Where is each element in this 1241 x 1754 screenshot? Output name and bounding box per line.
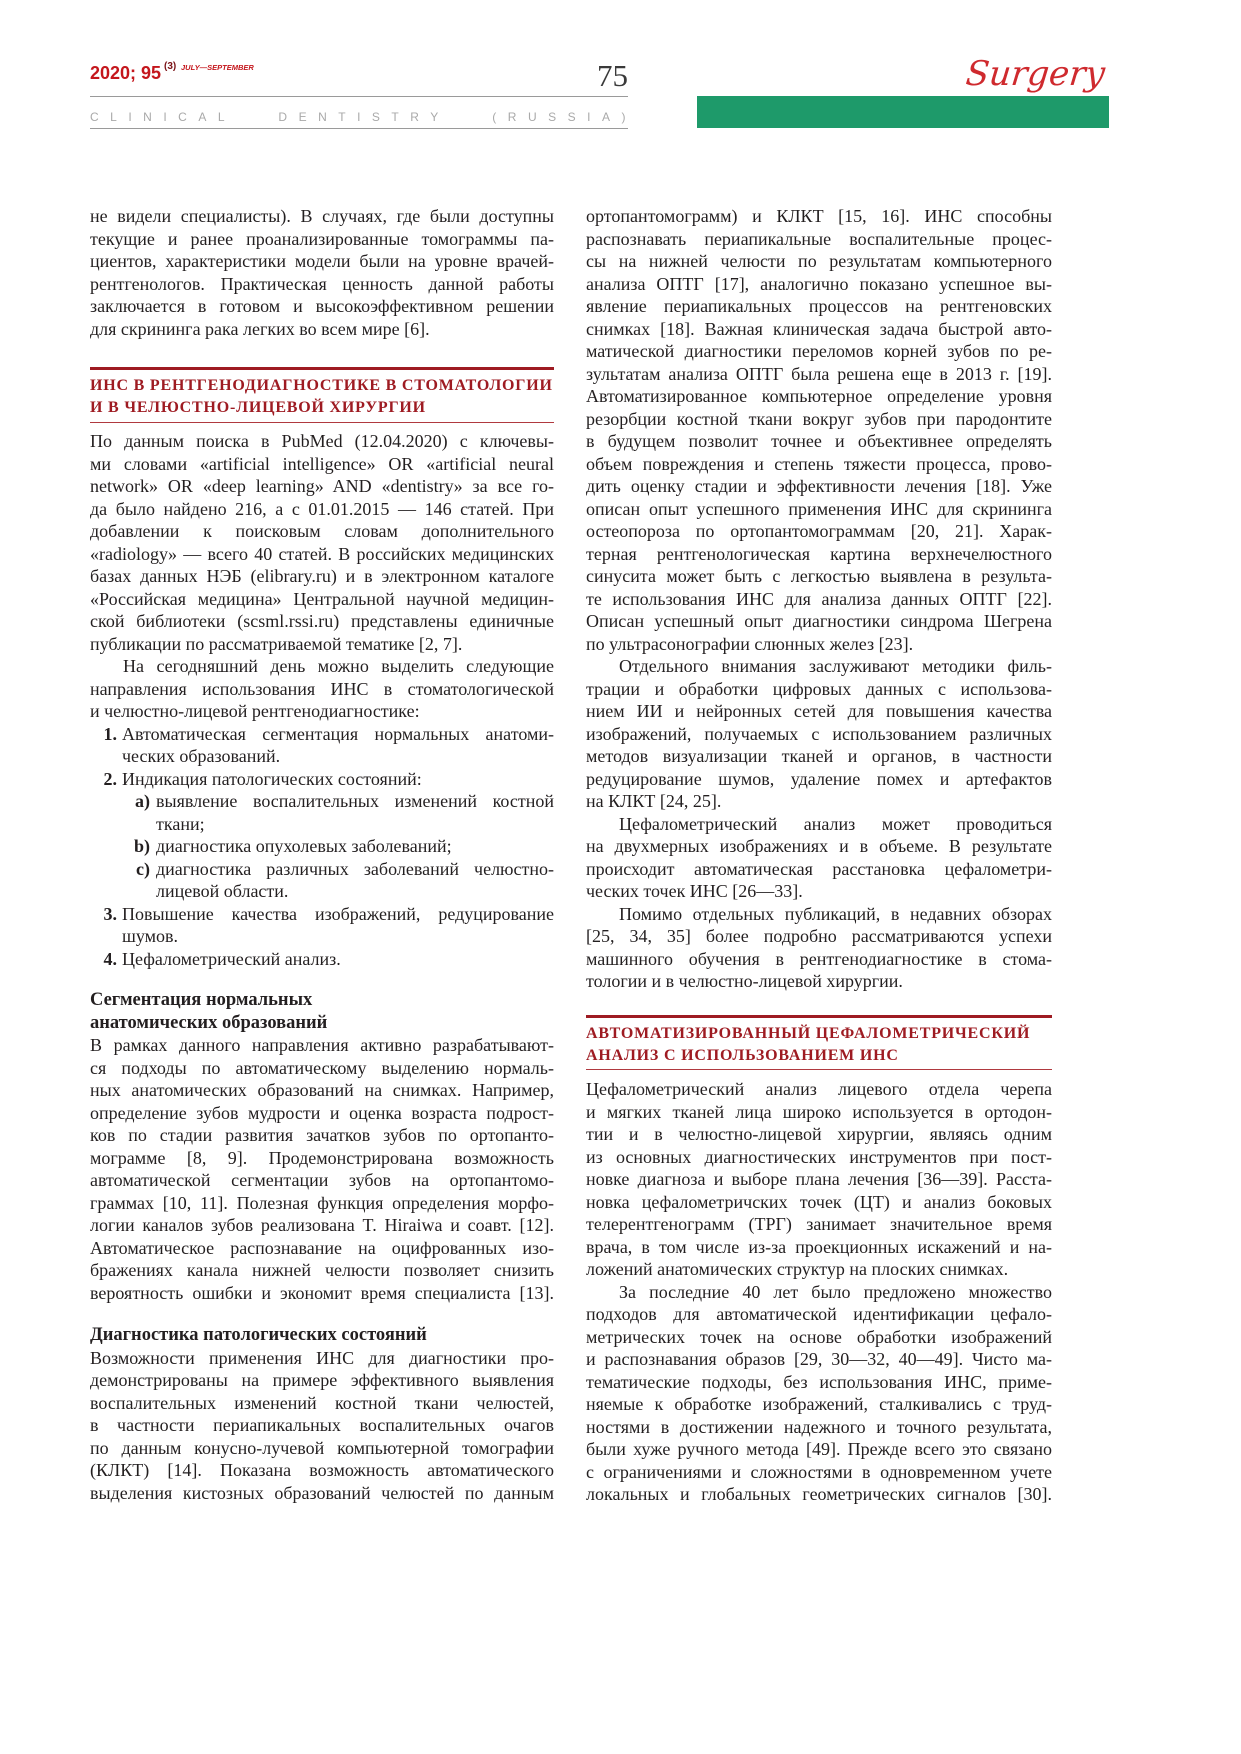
text-line: ных анатомических образований на снимках. Например,	[90, 1080, 554, 1100]
text-line: ков по стадии развития зачатков зубов по ортопанто-	[90, 1125, 554, 1145]
text-line: В рамках данного направления активно разрабатывают-	[90, 1035, 554, 1055]
text-line: базах данных НЭБ (elibrary.ru) и в электронном каталоге	[90, 566, 554, 586]
text-line: Помимо отдельных публикаций, в недавних обзорах	[619, 903, 1052, 924]
text-line: анализа ОПТГ [17], аналогично показано успешное вы-	[586, 273, 1052, 294]
text-line: автоматической сегментации зубов на ортопантомо-	[90, 1170, 554, 1190]
list-subitem	[90, 835, 554, 858]
text-line: Цефалометрический анализ.	[122, 948, 341, 969]
section-heading-rule	[90, 367, 554, 370]
text-line: вероятность ошибки и экономит время специалиста [13].	[90, 1282, 554, 1303]
list-item	[90, 768, 554, 791]
text-line: резорбции костной ткани вокруг зубов при пародонтите	[586, 408, 1052, 429]
journal-issue-months: JULY—SEPTEMBER	[181, 63, 254, 72]
text-line: трации и обработки цифровых данных с использова-	[586, 678, 1052, 699]
section-heading	[90, 375, 554, 419]
text-line: ИНС В РЕНТГЕНОДИАГНОСТИКЕ В СТОМАТОЛОГИИ	[90, 377, 553, 394]
text-line: публикации по рассматриваемой тематике [2, 7].	[90, 633, 463, 654]
text-line: Сегментация нормальных	[90, 990, 313, 1010]
text-line: няемые к обработке изображений, сталкивались с труд-	[586, 1394, 1052, 1414]
text-line: да было найдено 216, а с 01.01.2015 — 146 статей. При	[90, 498, 554, 519]
subheading	[90, 989, 554, 1034]
text-line: лицевой области.	[156, 881, 289, 901]
list-item-text	[122, 948, 554, 971]
paragraph	[586, 1281, 1052, 1506]
section-heading-rule	[586, 1015, 1052, 1018]
paragraph	[90, 1034, 554, 1304]
text-line: рентгенологов. Практическая ценность данной работы	[90, 273, 554, 294]
text-line: Описан успешный опыт диагностики синдрома Шегрена	[586, 611, 1052, 631]
text-line: телерентгенограмм (ТРГ) занимает значительное время	[586, 1214, 1052, 1234]
text-line: добавлении к поисковым словам дополнительного	[90, 521, 554, 541]
text-line: зультатам анализа ОПТГ была решена еще в 2013 г. [19].	[586, 363, 1052, 384]
text-line: граммах [10, 11]. Полезная функция определения морфо-	[90, 1192, 554, 1213]
text-line: тематические подходы, без использования ИНС, приме-	[586, 1371, 1052, 1392]
text-line: на КЛКТ [24, 25].	[586, 791, 722, 811]
list-item-text	[122, 768, 554, 791]
text-line: Автоматическая сегментация нормальных анатоми-	[122, 723, 554, 744]
text-line: «radiology» — всего 40 статей. В российских медицинских	[90, 543, 554, 564]
text-line: определение зубов мудрости и оценка возраста подрост-	[90, 1102, 554, 1123]
paragraph	[586, 1078, 1052, 1281]
list-item	[90, 903, 554, 948]
text-line: заключается в готовом и высокоэффективном решении	[90, 296, 554, 316]
text-line: тологии и в челюстно-лицевой хирургии.	[586, 971, 903, 991]
text-line: в будущем позволит точнее и объективнее определять	[586, 431, 1052, 451]
text-line: ортопантомограмм) и КЛКТ [15, 16]. ИНС способны	[586, 206, 1052, 226]
text-line: (КЛКТ) [14]. Показана возможность автоматического	[90, 1460, 554, 1480]
text-line: матической диагностики переломов корней зубов по ре-	[586, 341, 1052, 361]
header-rule-bottom	[90, 128, 628, 129]
list-subitem-text	[156, 790, 554, 835]
text-line: явление периапикальных процессов на рентгеновских	[586, 296, 1052, 316]
list-number: 2.	[103, 768, 117, 789]
subheading	[90, 1324, 554, 1347]
text-line: изображений, получаемых с использованием различных	[586, 723, 1052, 744]
text-line: ми словами «artificial intelligence» OR «artificial neural	[90, 453, 554, 474]
text-line: и челюстно-лицевой рентгенодиагностике:	[90, 701, 420, 721]
journal-year-volume: 2020; 95	[90, 63, 162, 83]
text-line: сы на нижней челюсти по результатам компьютерного	[586, 251, 1052, 271]
text-line: терная рентгенологическая картина верхнечелюстного	[586, 543, 1052, 564]
text-line: методов визуализации тканей и органов, в частности	[586, 746, 1052, 766]
text-line: Цефалометрический анализ лицевого отдела черепа	[586, 1079, 1052, 1099]
text-line: синусита может быть с легкостью выявлена в результа-	[586, 566, 1052, 586]
text-line: ческих образований.	[122, 746, 281, 766]
text-line: выделения кистозных образований челюстей по данным	[90, 1482, 554, 1503]
paragraph	[586, 655, 1052, 813]
text-line: диагностика различных заболеваний челюстно-	[156, 858, 554, 879]
text-line: нием ИИ и нейронных сетей для повышения качества	[586, 701, 1052, 721]
text-flow	[90, 989, 554, 1304]
numbered-list	[90, 723, 554, 971]
list-subitem-text	[156, 835, 554, 858]
text-line: машинного обучения в рентгенодиагностике в стома-	[586, 948, 1052, 969]
list-subitem	[90, 790, 554, 835]
paragraph	[90, 1347, 554, 1505]
list-subitem-text	[156, 858, 554, 903]
text-line: Диагностика патологических состояний	[90, 1325, 427, 1345]
text-line: снимках [18]. Важная клиническая задача быстрой авто-	[586, 318, 1052, 339]
text-line: новка цефалометричских точек (ЦТ) и анализ боковых	[586, 1191, 1052, 1212]
text-line: распознавать периапикальные воспалительные процес-	[586, 228, 1052, 249]
text-line: Повышение качества изображений, редуцирование	[122, 903, 554, 924]
text-line: Возможности применения ИНС для диагностики про-	[90, 1347, 554, 1368]
text-line: тии и в челюстно-лицевой хирургии, являясь одним	[586, 1124, 1052, 1144]
text-line: на двухмерных изображениях и в объеме. В результате	[586, 836, 1052, 856]
text-line: ской библиотеки (scsml.rssi.ru) представлены единичные	[90, 611, 554, 631]
text-line: По данным поиска в PubMed (12.04.2020) с ключевы-	[90, 431, 554, 451]
text-flow	[586, 205, 1052, 993]
paragraph	[90, 655, 554, 723]
section-heading	[586, 1023, 1052, 1067]
text-line: Индикация патологических состояний:	[122, 768, 422, 789]
text-line: ткани;	[156, 813, 205, 834]
text-line: ложений анатомических структур на плоских снимках.	[586, 1259, 1009, 1279]
text-line: логии каналов зубов реализована T. Hiraiwa и соавт. [12].	[90, 1215, 554, 1235]
text-line: локальных и глобальных геометрических сигналов [30].	[586, 1484, 1052, 1504]
list-letter: b)	[133, 836, 150, 856]
text-line: и распознавания образов [29, 30—32, 40—49]. Чисто ма-	[586, 1349, 1052, 1369]
text-line: для скрининга рака легких во всем мире [6].	[90, 318, 430, 339]
text-line: анатомических образований	[90, 1012, 328, 1033]
text-line: [25, 34, 35] более подробно рассматриваются успехи	[586, 926, 1052, 946]
text-line: ческих точек ИНС [26—33].	[586, 881, 803, 901]
journal-name: CLINICAL DENTISTRY (RUSSIA)	[90, 110, 637, 124]
text-line: направления использования ИНС в стоматологической	[90, 678, 554, 699]
text-line: врача, в том числе из-за проекционных искажений и на-	[586, 1236, 1052, 1257]
text-line: Отдельного внимания заслуживают методики филь-	[619, 656, 1052, 676]
paragraph	[90, 205, 554, 340]
paragraph	[586, 813, 1052, 903]
text-line: по ультрасонографии слюнных желез [23].	[586, 633, 914, 654]
text-line: АНАЛИЗ С ИСПОЛЬЗОВАНИЕМ ИНС	[586, 1047, 899, 1064]
list-number: 1.	[103, 723, 117, 744]
text-line: За последние 40 лет было предложено множество	[619, 1281, 1052, 1302]
text-line: редуцирование шумов, удаление помех и артефактов	[586, 768, 1052, 789]
section-heading-underline	[586, 1069, 1052, 1070]
section-heading-underline	[90, 422, 554, 423]
text-line: те использования ИНС для анализа данных ОПТГ [22].	[586, 588, 1052, 609]
text-line: На сегодняшний день можно выделить следующие	[123, 656, 554, 676]
text-line: network» OR «deep learning» AND «dentistry» за все го-	[90, 476, 554, 496]
text-line: по данным конусно-лучевой компьютерной томографии	[90, 1437, 554, 1458]
text-line: Автоматическое распознавание на оцифрованных изо-	[90, 1237, 554, 1258]
text-line: с ограничениями и сложностями в одновременном учете	[586, 1461, 1052, 1482]
list-subitem	[90, 858, 554, 903]
text-line: бражениях канала нижней челюсти позволяет снизить	[90, 1260, 554, 1280]
text-line: Автоматизированное компьютерное определение уровня	[586, 386, 1052, 406]
list-item-text	[122, 903, 554, 948]
text-line: ся подходы по автоматическому выделению нормаль-	[90, 1057, 554, 1078]
text-line: происходит автоматическая расстановка цефалометри-	[586, 858, 1052, 879]
list-item	[90, 723, 554, 768]
text-line: подходов для автоматической идентификации цефало-	[586, 1304, 1052, 1324]
text-line: из основных диагностических инструментов при пост-	[586, 1146, 1052, 1167]
text-line: новке диагноза и выборе плана лечения [36—39]. Расста-	[586, 1169, 1052, 1189]
paragraph	[586, 205, 1052, 655]
text-line: описан опыт успешного применения ИНС для скрининга	[586, 498, 1052, 519]
text-line: мограмме [8, 9]. Продемонстрирована возможность	[90, 1147, 554, 1168]
text-line: диагностика опухолевых заболеваний;	[156, 836, 452, 856]
list-item-text	[122, 723, 554, 768]
header-rule-top	[90, 96, 628, 97]
text-line: выявление воспалительных изменений костной	[156, 791, 554, 811]
text-line: объем повреждения и степень тяжести процесса, прово-	[586, 453, 1052, 474]
text-line: текущие и ранее проанализированные томограммы па-	[90, 228, 554, 249]
header-green-bar	[697, 96, 1109, 128]
text-flow	[586, 1078, 1052, 1506]
text-line: и мягких тканей лица широко используется в ортодон-	[586, 1101, 1052, 1122]
list-letter: c)	[136, 858, 150, 879]
paragraph	[586, 903, 1052, 993]
text-line: в частности периапикальных воспалительных очагов	[90, 1415, 554, 1435]
text-flow	[90, 430, 554, 970]
text-line: ностями в достижении надежного и точного результата,	[586, 1416, 1052, 1437]
text-line: И В ЧЕЛЮСТНО-ЛИЦЕВОЙ ХИРУРГИИ	[90, 399, 426, 416]
list-letter: a)	[135, 791, 150, 811]
text-line: не видели специалисты). В случаях, где были доступны	[90, 206, 554, 226]
list-number: 3.	[103, 903, 117, 924]
text-line: метрических точек на основе обработки изображений	[586, 1326, 1052, 1347]
text-line: АВТОМАТИЗИРОВАННЫЙ ЦЕФАЛОМЕТРИЧЕСКИЙ	[586, 1025, 1031, 1042]
text-line: демонстрированы на примере эффективного выявления	[90, 1370, 554, 1390]
page-number: 75	[597, 58, 628, 93]
text-line: остеопороза по ортопантомограммам [20, 21]. Харак-	[586, 521, 1052, 541]
text-line: Цефалометрический анализ может проводиться	[619, 813, 1052, 834]
journal-issue-number: (3)	[164, 61, 177, 72]
text-line: «Российская медицина» Центральной научной медицин-	[90, 588, 554, 609]
text-line: дить оценку стадии и эффективности лечения [18]. Уже	[586, 476, 1052, 496]
text-line: были хуже ручного метода [49]. Прежде всего это связано	[586, 1439, 1052, 1459]
section-label: Surgery	[963, 54, 1107, 94]
list-number: 4.	[103, 948, 117, 969]
list-item	[90, 948, 554, 971]
text-line: шумов.	[122, 926, 179, 946]
paragraph	[90, 430, 554, 655]
text-line: циентов, характеристики модели были на уровне врачей-	[90, 251, 554, 271]
text-line: воспалительных изменений костной ткани челюстей,	[90, 1392, 554, 1413]
text-flow	[90, 1324, 554, 1504]
